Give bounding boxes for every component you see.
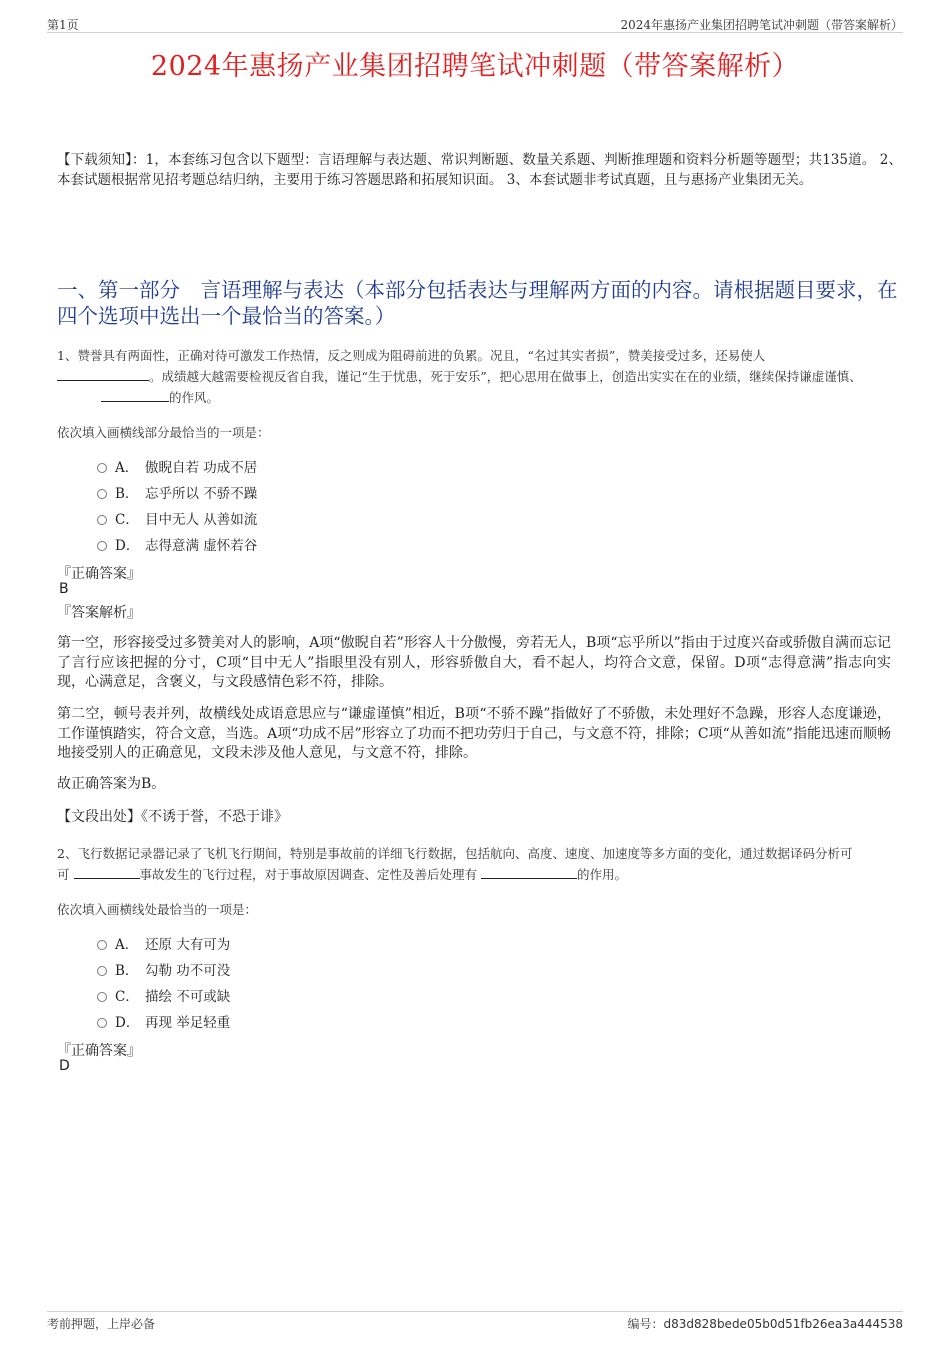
question-1-stem-part-c: 的作风。 [169,390,220,405]
analysis-paragraph: 第一空，形容接受过多赞美对人的影响，A项“傲睨自若”形容人十分傲慢，旁若无人，B项“忘乎所以”指由于过度兴奋或骄傲自满而忘记了言行应该把握的分寸，C项“目中无人”指眼里没有别人，形容骄傲自大，看不起人，均符合文意，保留。D项“志得意满”指志向实现，心满意足，含褒义，与文段感情色彩不符，排除。 [57,635,891,690]
page-number: 第1页 [47,18,79,32]
source-citation: 【文段出处】《不诱于誉，不恐于诽》 [57,809,288,825]
header-doc-title: 2024年惠扬产业集团招聘笔试冲刺题（带答案解析） [620,18,903,32]
fill-blank [57,368,149,381]
footer-code: 编号：d83d828bede05b0d51fb26ea3a444538 [627,1317,903,1331]
radio-icon[interactable] [97,940,107,950]
question-2-option-c[interactable]: C． 描绘 不可或缺 [97,985,230,1005]
question-1-stem-part-a: 1、赞誉具有两面性，正确对待可激发工作热情，反之则成为阻碍前进的负累。况且，“名过其实者损”，赞美接受过多，还易使人 [57,348,766,363]
question-1-stem [57,345,892,408]
answer-label: 『正确答案』 [57,1043,141,1059]
question-2-option-a[interactable]: A． 还原 大有可为 [97,933,230,953]
answer-value: B [59,581,69,597]
question-1-ask: 依次填入画横线部分最恰当的一项是： [57,425,270,440]
question-2-stem-part-c: 的作用。 [577,867,628,882]
question-1-stem-part-b: 。成绩越大越需要检视反省自我，谨记“生于忧患，死于安乐”，把心思用在做事上，创造出实实在在的业绩，继续保持谦虚谨慎、 [149,369,862,384]
radio-icon[interactable] [97,541,107,551]
analysis-conclusion: 故正确答案为B。 [57,776,166,792]
fill-blank [101,389,169,402]
radio-icon[interactable] [97,515,107,525]
analysis-label: 『答案解析』 [57,605,141,621]
radio-icon[interactable] [97,966,107,976]
answer-value: D [59,1058,70,1074]
question-1-option-c[interactable]: C． 目中无人 从善如流 [97,508,257,528]
fill-blank [74,866,140,879]
question-1-option-b[interactable]: B． 忘乎所以 不骄不躁 [97,482,257,502]
fill-blank [481,866,577,879]
download-notice: 【下载须知】：1，本套练习包含以下题型：言语理解与表达题、常识判断题、数量关系题、判断推理题和资料分析题等题型；共135道。 2、本套试题根据常见招考题总结归纳，主要用于练习答题思路和拓展知识面。 3、本套试题非考试真题，且与惠扬产业集团无关。 [57,152,902,188]
question-1-option-a[interactable]: A． 傲睨自若 功成不居 [97,456,257,476]
footer-slogan: 考前押题，上岸必备 [47,1317,156,1331]
radio-icon[interactable] [97,1018,107,1028]
question-2-stem-part-a: 2、飞行数据记录器记录了飞机飞行期间，特别是事故前的详细飞行数据，包括航向、高度、速度、加速度等多方面的变化，通过数据译码分析可 [57,846,853,861]
radio-icon[interactable] [97,463,107,473]
section-heading: 一、第一部分 言语理解与表达（本部分包括表达与理解两方面的内容。请根据题目要求，在四个选项中选出一个最恰当的答案。） [57,278,898,328]
page-title: 2024年惠扬产业集团招聘笔试冲刺题（带答案解析） [150,51,800,82]
page-footer [47,1311,903,1334]
question-2-ask: 依次填入画横线处最恰当的一项是： [57,902,258,917]
answer-label: 『正确答案』 [57,566,141,582]
question-2-stem-part-b: 事故发生的飞行过程，对于事故原因调查、定性及善后处理有 [139,867,478,882]
radio-icon[interactable] [97,992,107,1002]
radio-icon[interactable] [97,489,107,499]
page-header [47,14,903,33]
question-2-option-d[interactable]: D． 再现 举足轻重 [97,1011,230,1031]
analysis-paragraph: 第二空，顿号表并列，故横线处成语意思应与“谦虚谨慎”相近，B项“不骄不躁”指做好了不骄傲，未处理好不急躁，形容人态度谦逊，工作谨慎踏实，符合文意，当选。A项“功成不居”形容立了功而不把功劳归于自己，与文意不符，排除；C项“从善如流”指能迅速而顺畅地接受别人的正确意见，文段未涉及他人意见，与文意不符，排除。 [57,706,891,761]
question-2-option-b[interactable]: B． 勾勒 功不可没 [97,959,230,979]
question-2-stem: 2、飞行数据记录器记录了飞机飞行期间，特别是事故前的详细飞行数据，包括航向、高度、速度、加速度等多方面的变化，通过数据译码分析可 可 事故发生的飞行过程，对于事故原因调查、定性及善后处理有 的作用。 [57,846,853,882]
question-1-option-d[interactable]: D． 志得意满 虚怀若谷 [97,534,257,554]
